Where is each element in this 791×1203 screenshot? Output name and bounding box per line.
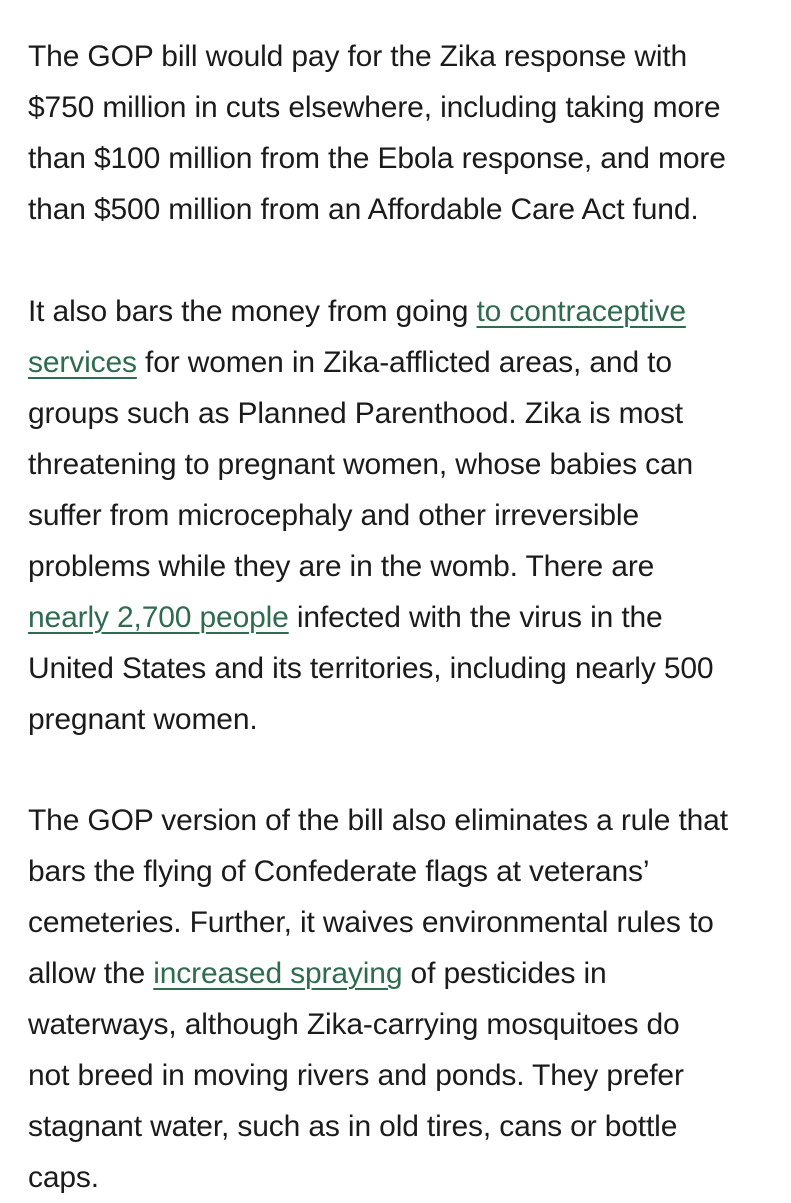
text-segment: caps. (28, 1161, 99, 1194)
text-line (28, 490, 713, 541)
text-segment: than $500 million from an Affordable Care Act fund. (28, 193, 699, 226)
text-line (28, 897, 728, 948)
text-segment: $750 million in cuts elsewhere, including taking more (28, 91, 721, 124)
text-line (28, 286, 713, 337)
text-segment: pregnant women. (28, 703, 258, 736)
text-line (28, 184, 726, 235)
text-segment: infected with the virus in the (288, 601, 663, 634)
text-line (28, 439, 713, 490)
paragraph-2 (28, 286, 713, 745)
inline-link[interactable]: nearly 2,700 people (28, 601, 289, 634)
text-line (28, 694, 713, 745)
text-segment: for women in Zika-afflicted areas, and to (136, 346, 672, 379)
text-segment: groups such as Planned Parenthood. Zika is most (28, 397, 683, 430)
text-line (28, 795, 728, 846)
text-line (28, 31, 726, 82)
paragraph-1 (28, 31, 726, 235)
text-segment: suffer from microcephaly and other irreversible (28, 499, 639, 532)
text-segment: than $100 million from the Ebola response, and more (28, 142, 726, 175)
inline-link[interactable]: increased spraying (153, 957, 403, 990)
text-line (28, 133, 726, 184)
text-line (28, 82, 726, 133)
inline-link[interactable]: to contraceptive (476, 295, 686, 328)
text-line (28, 592, 713, 643)
text-segment: not breed in moving rivers and ponds. They prefer (28, 1059, 684, 1092)
text-line (28, 337, 713, 388)
text-line (28, 1101, 728, 1152)
text-line (28, 541, 713, 592)
text-line (28, 846, 728, 897)
text-segment: threatening to pregnant women, whose babies can (28, 448, 694, 481)
text-segment: waterways, although Zika-carrying mosquitoes do (28, 1008, 680, 1041)
text-segment: cemeteries. Further, it waives environmental rules to (28, 906, 714, 939)
paragraph-3 (28, 795, 728, 1203)
inline-link[interactable]: services (28, 346, 137, 379)
text-line (28, 999, 728, 1050)
text-segment: It also bars the money from going (28, 295, 477, 328)
text-segment: problems while they are in the womb. There are (28, 550, 655, 583)
text-segment: The GOP bill would pay for the Zika response with (28, 40, 688, 73)
text-segment: United States and its territories, including nearly 500 (28, 652, 714, 685)
text-segment: of pesticides in (402, 957, 607, 990)
text-segment: bars the flying of Confederate flags at veterans’ (28, 855, 650, 888)
text-segment: stagnant water, such as in old tires, cans or bottle (28, 1110, 678, 1143)
text-line (28, 388, 713, 439)
text-line (28, 1152, 728, 1203)
text-segment: allow the (28, 957, 154, 990)
text-line (28, 948, 728, 999)
text-line (28, 643, 713, 694)
text-line (28, 1050, 728, 1101)
text-segment: The GOP version of the bill also eliminates a rule that (28, 804, 728, 837)
